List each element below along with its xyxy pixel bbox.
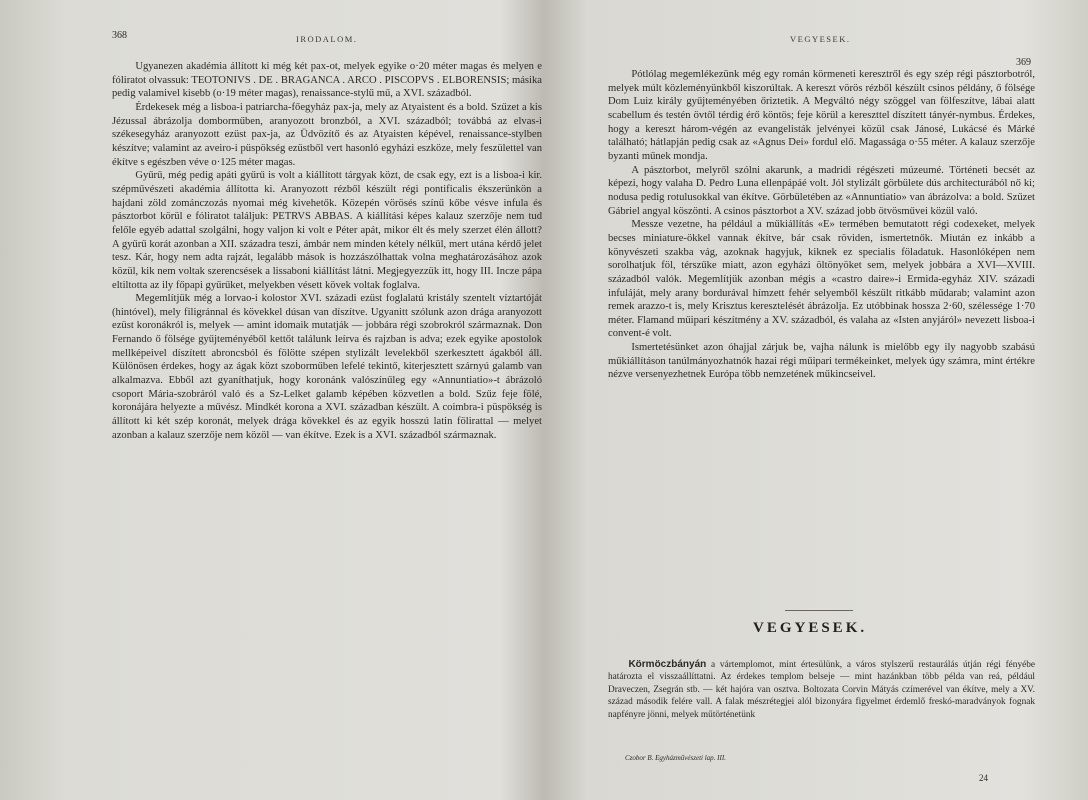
paragraph — [608, 659, 1035, 721]
right-page — [545, 0, 1088, 800]
paragraph: Gyűrű, még pedig apáti gyűrű is volt a kiállított tárgyak közt, de csak egy, ezt is a lisboa-i kir. szépművészeti akadémia állította ki. Aranyozott rézből készült régi pontificalis ékszerünkön a hajdani zöld zománczozás nyomai még kivehetők. Közepén vörösés színű kőbe vésve infula és pásztorbot körül e fóliratot találjuk: PETRVS ABBAS. A kiállítási képes kalauz szerzője nem tud felőle egyéb adattal szolgálni, hogy valjon ki volt e Péter apát, mikor élt és mely szerzet élén állott? A gyűrű korát azonban a XII. századra teszi, ámbár nem minden kétely nélkül, mert utána kérdő jelet tesz. Kár, hogy nem adta rajzát, legalább mások is hozzászólhattak volna meghatározásához azok közül, kik nem voltak szerencsések a lissaboni kiállítást látni. Megjegyezzük itt, hogy III. Incze pápa eltiltotta az ily főpapi gyűrűket, melyekben vésett kövek voltak foglalva. — [112, 170, 542, 291]
paragraph: Érdekesek még a lisboa-i patriarcha-főegyház pax-ja, mely az Atyaistent és a bold. Szűzet a kis Jézussal ábrázolja domborműben, aranyozott bronzból, a XVI. századból; továbbá az elvas-i székesegyház aranyozott ezüst pax-ja, az Üdvözítő és az Atyaisten képével, renaissance-stylben készítve; valamint az aveiro-i püspökség ezüstből vert hasonló egyházi eszköze, mely feszülettel van ékítve s egészben véve o·125 méter magas. — [112, 101, 542, 168]
lead-place-name: Körmöczbányán — [628, 659, 707, 670]
footer-note: Czobor B. Egyházművészeti lap. III. — [625, 754, 726, 762]
paragraph: Ugyanezen akadémia állított ki még két pax-ot, melyek egyike o·20 méter magas és melyen e fóliratot olvassuk: TEOTONIVS . DE . BRAGANCA . ARCO . PISCOPVS . ELBORENSIS; másika pedig valamivel kisebb (o·19 méter magas), renaissance-stylű mű, a XVI. századból. — [112, 61, 542, 100]
signature-mark: 24 — [979, 773, 988, 783]
section-divider — [785, 610, 853, 611]
page-number: 369 — [1016, 57, 1031, 68]
right-text-column — [608, 68, 1035, 382]
misc-text: a vártemplomot, mint értesülünk, a város stylszerű restaurálás útján régi fényébe határozta el visszaállíttatni. Az érdekes templom belseje — mint hazánkban több példa van reá, például Draveczen, Zsegrán stb. — két hajóra van osztva. Boltozata Corvin Mátyás czímerével van ékítve, mely a XV. század második felére vall. A falak mészrétegjei alól bizonyára figyelmet érdemlő freskó-maradványok fognak napfényre jönni, melyek műtörténetünk — [608, 660, 1035, 720]
paragraph: Megemlítjük még a lorvao-i kolostor XVI. századi ezüst foglalatú kristály szentelt víztartóját (hintóvel), mely filigránnal és kövekkel dúsan van díszítve. Ugyanitt szólunk azon drága aranyozott ezüst koronákról is, melyek — amint idomaik mutatják — jobbára régi szobrokról származnak. Don Fernando ő fölsége gyűjteményéből kettőt találunk leírva és rajzban is adva; ezek egyike apostolok mellképeivel díszített abroncsból és fölötte szépen stylizált levelekből szerkesztett ágakból áll. Különösen érdekes, hogy az ágak közt szoborműben lefelé tekintő, kiterjesztett szárnyú galamb van alkalmazva. Ebből azt gyaníthatjuk, hogy koronánk valószínűleg egy «Annuntiatio»-t ábrázoló csoport Mária-szobráról való és a Sz-Lelket galamb képében közvetlen a bold. Szűz feje fölé, koronájára helyezte a művész. Mindkét korona a XVI. században készült. A coimbra-i püspökség is állított ki két szép koronát, melyek drága kövekkel és az egyik hosszú latin fölirattal — melyet azonban a kalauz szerzője nem közöl — van ékítve. Ezek is a XVI. századból származnak. — [112, 293, 542, 441]
misc-news-block — [608, 659, 1035, 721]
section-heading: VEGYESEK. — [753, 620, 868, 636]
left-text-column — [112, 60, 542, 442]
running-head: IRODALOM. — [296, 34, 358, 44]
paragraph: Pótlólag megemlékezünk még egy román körmeneti keresztről és egy szép régi pásztorbotról, melyek múlt közleményünkből kiszorúltak. A kereszt vörös rézből készült csinos példány, ő fölsége Dom Luiz király gyűjteményében őriztetik. A Megváltó négy szöggel van fölfeszítve, lábai alatt scabellum és testén övtől térdig érő köntös; feje körül a kereszttel díszített tányér-nymbus. Érdekes, hogy a kereszt három-végén az evangelisták jelvényei közül csak Jánosé, Lukácsé és Márké található; hátlapján pedig csak az «Agnus Dei» fordul elő. Magassága o·55 méter. A kalauz szerzője byzanti műnek mondja. — [608, 69, 1035, 162]
paragraph: Ismertetésünket azon óhajjal zárjuk be, vajha nálunk is mielőbb egy ily nagyobb szabású műkiállításon tanúlmányozhatnók hazai régi műipari termékeinket, melyek úgy számra, mint értékre nézve versenyezhetnek Európa több nemzetének műkincseivel. — [608, 342, 1035, 381]
paragraph: Messze vezetne, ha például a műkiállítás «E» termében bemutatott régi codexeket, melyek becses miniature-ökkel vannak ékítve, bár csak röviden, ismertetnők. Miután ez inkább a könyvészeti szakba vág, azoknak hagyjuk, kiknek ez specialis föladatuk. Hasonlóképen nem sorolhatjuk föl, térszűke miatt, azon egyházi öltönyöket sem, melyek jobbára a XVI—XVIII. századból valók. Megemlítjük azonban mégis a «castro daire»-i Ermida-egyház XIV. századi infuláját, mely arany bordurával hímzett fehér selyemből készült ritkább műdarab; valamint azon remek arazzo-t is, mely Krisztus keresztelését ábrázolja. Ez utóbbinak hossza 2·60, szélessége 1·70 méter. Flamand műipari készítmény a XV. századból, és valaha az «Isten anyjáról» nevezett lisboa-i convent-é volt. — [608, 219, 1035, 340]
paragraph: A pásztorbot, melyről szólni akarunk, a madridi régészeti múzeumé. Történeti becsét az képezi, hogy valaha D. Pedro Luna ellenpápáé volt. Jól stylizált görbülete dús architecturából nő ki; nodusa pedig rotulusokkal van ékítve. Görbületében az «Annuntiatio» van ábrázolva: a bold. Szűzet Gábriel angyal köszönti. A csinos pásztorbot a XV. század jobb ötvösművei közül való. — [608, 164, 1035, 217]
running-head: VEGYESEK. — [790, 34, 851, 44]
page-number: 368 — [112, 30, 127, 41]
